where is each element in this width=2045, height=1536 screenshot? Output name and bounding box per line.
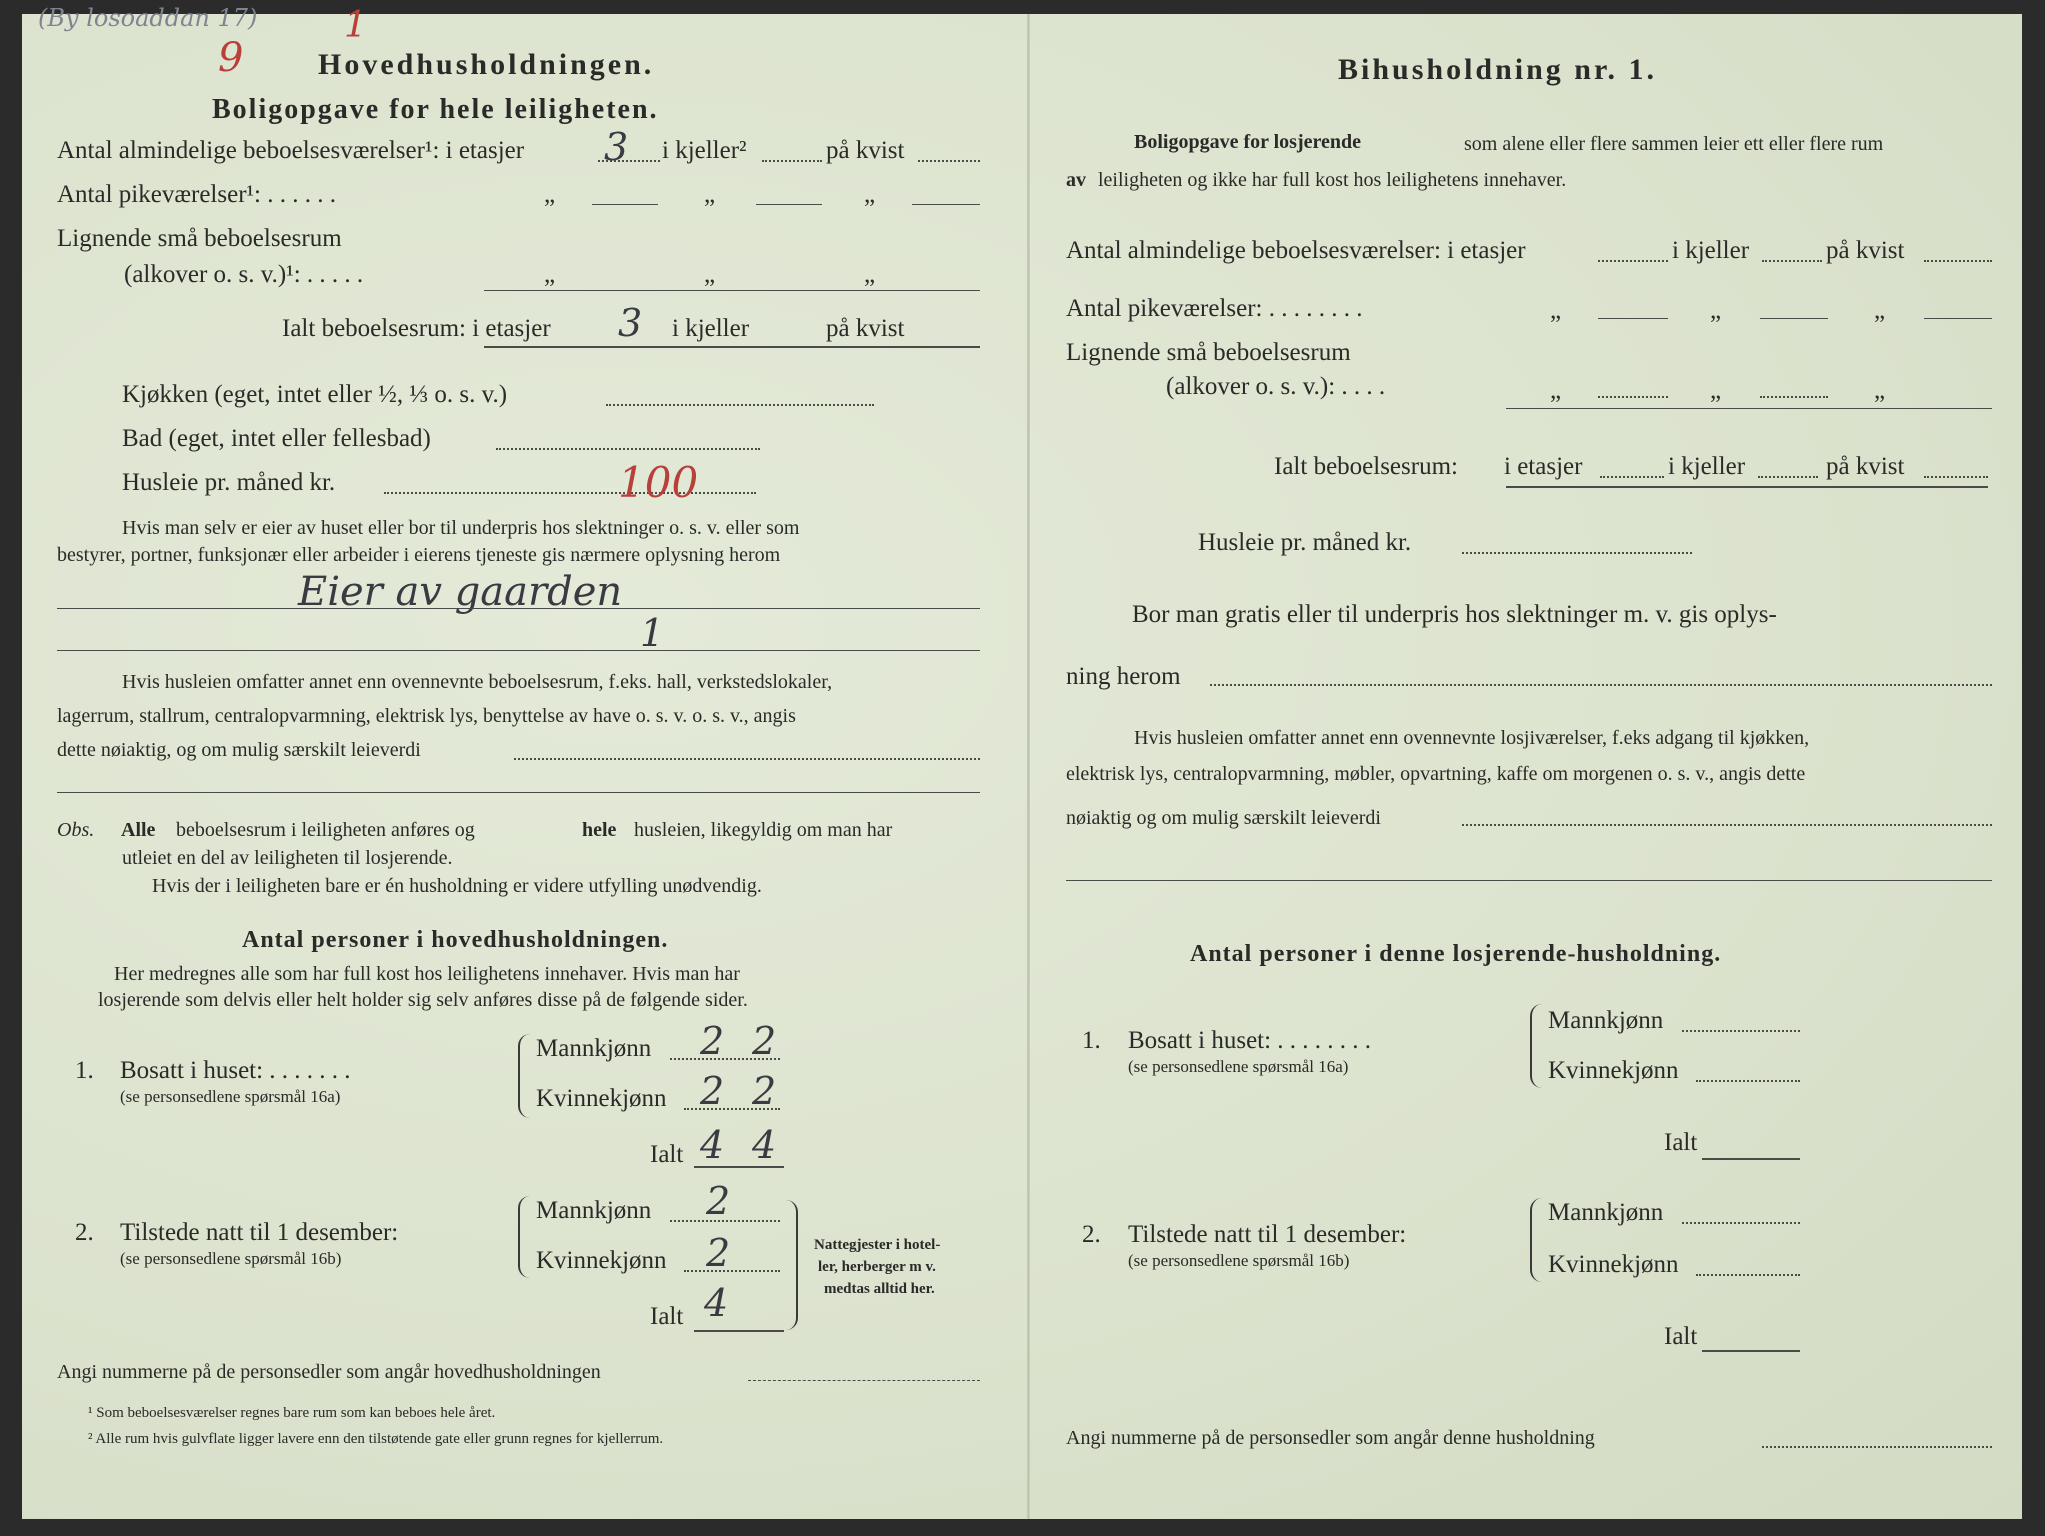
- rooms-etasjer-value: 3: [604, 125, 629, 169]
- persons-text: Her medregnes alle som har full kost hos leilighetens innehaver. Hvis man har: [114, 963, 740, 985]
- r-present-total-line: [1702, 1350, 1800, 1352]
- ditto-mark: „: [1874, 377, 1886, 404]
- guests-note: Nattegjester i hotel-: [814, 1237, 941, 1253]
- r-includes-line: [1462, 824, 1992, 826]
- rent-line: [384, 492, 756, 494]
- total-rooms-line: [484, 346, 980, 348]
- ditto-mark: „: [704, 181, 716, 208]
- includes-line-2: [57, 792, 980, 793]
- residents-male-label: Mannkjønn: [536, 1035, 652, 1062]
- r-total-rooms-line: [1506, 486, 1988, 488]
- r-rent-line: [1462, 552, 1692, 554]
- residents-total-value: 4: [700, 1123, 725, 1167]
- r-free-text: Bor man gratis eller til underpris hos slektninger m. v. gis oplys-: [1132, 601, 1777, 628]
- r-free-line: [1210, 684, 1992, 686]
- r-alcoves-label: (alkover o. s. v.): . . . .: [1166, 373, 1386, 400]
- r-residents-label: Bosatt i huset: . . . . . . . .: [1128, 1027, 1372, 1054]
- red-mark: 1: [344, 5, 367, 46]
- maid-etasjer-line: [592, 204, 658, 205]
- r-present-female-label: Kvinnekjønn: [1548, 1251, 1679, 1278]
- ditto-mark: „: [1550, 377, 1562, 404]
- numbers-line: [748, 1380, 980, 1381]
- rooms-label: Antal almindelige beboelsesværelser¹: i etasjer: [57, 137, 525, 164]
- r-maid-kvist-line: [1924, 318, 1992, 319]
- r-residents-female-label: Kvinnekjønn: [1548, 1057, 1679, 1084]
- kitchen-label: Kjøkken (eget, intet eller ½, ⅓ o. s. v.): [122, 381, 508, 408]
- r-total-kvist-label: på kvist: [1826, 453, 1905, 480]
- lodgers-intro: leiligheten og ikke har full kost hos leilighetens innehaver.: [1098, 169, 1567, 191]
- r-rooms-kvist-line: [1924, 260, 1992, 262]
- page-number: 9: [218, 35, 244, 81]
- includes-text: Hvis husleien omfatter annet enn ovennevnte beboelsesrum, f.eks. hall, verkstedslokaler,: [122, 671, 833, 693]
- r-free-text: ning herom: [1066, 663, 1181, 690]
- persons-title: Antal personer i hovedhusholdningen.: [242, 927, 669, 953]
- present-number: 2.: [75, 1219, 94, 1246]
- maid-kvist-line: [912, 204, 980, 205]
- r-residents-total-line: [1702, 1158, 1800, 1160]
- r-total-rooms-label: Ialt beboelsesrum:: [1274, 453, 1458, 480]
- bath-label: Bad (eget, intet eller fellesbad): [122, 425, 431, 452]
- r-total-etasjer-line: [1600, 476, 1664, 478]
- r-present-label: Tilstede natt til 1 desember:: [1128, 1221, 1407, 1248]
- total-etasjer-value: 3: [618, 301, 643, 345]
- obs-label: Obs.: [57, 819, 95, 841]
- left-title: Hovedhusholdningen.: [318, 48, 655, 81]
- rooms-kjeller-label: i kjeller²: [662, 137, 747, 164]
- ditto-mark: „: [864, 181, 876, 208]
- footnote-1: ¹ Som beboelsesværelser regnes bare rum som kan beboes hele året.: [88, 1405, 496, 1421]
- r-rooms-kjeller-line: [1762, 260, 1822, 262]
- present-label: Tilstede natt til 1 desember:: [120, 1219, 399, 1246]
- r-alcoves-etasjer-line: [1598, 396, 1668, 398]
- lodgers-intro: som alene eller flere sammen leier ett eller flere rum: [1464, 133, 1884, 155]
- present-total-line: [694, 1330, 784, 1332]
- r-residents-female-line: [1696, 1080, 1800, 1082]
- r-present-note: (se personsedlene spørsmål 16b): [1128, 1251, 1350, 1270]
- present-right-brace: [782, 1200, 798, 1330]
- r-present-male-label: Mannkjønn: [1548, 1199, 1664, 1226]
- footnote-2: ² Alle rum hvis gulvflate ligger lavere enn den tilstøtende gate eller grunn regnes for kjellerrum.: [88, 1431, 664, 1447]
- obs-text: beboelsesrum i leiligheten anføres og: [176, 819, 475, 841]
- r-present-brace: [1530, 1198, 1546, 1282]
- r-residents-male-label: Mannkjønn: [1548, 1007, 1664, 1034]
- r-maid-kjeller-line: [1760, 318, 1828, 319]
- ditto-mark: „: [1710, 377, 1722, 404]
- r-persons-title: Antal personer i denne losjerende-husholdning.: [1190, 941, 1722, 967]
- residents-male-value-2: 2: [752, 1019, 777, 1063]
- residents-brace: [518, 1034, 534, 1118]
- present-female-line: [684, 1270, 780, 1272]
- owner-mark: 1: [640, 611, 665, 655]
- obs-text: husleien, likegyldig om man har: [634, 819, 893, 841]
- r-present-female-line: [1696, 1274, 1800, 1276]
- owner-line: [57, 608, 980, 609]
- obs-bold: hele: [582, 819, 617, 841]
- rooms-kvist-line: [918, 160, 980, 162]
- r-alcoves-kjeller-line: [1760, 396, 1828, 398]
- residents-label: Bosatt i huset: . . . . . . .: [120, 1057, 351, 1084]
- obs-text: Hvis der i leiligheten bare er én husholdning er videre utfylling unødvendig.: [152, 875, 762, 897]
- present-female-label: Kvinnekjønn: [536, 1247, 667, 1274]
- margin-note: (By losoaddan 17): [38, 4, 258, 32]
- r-alcoves-line: [1506, 408, 1992, 409]
- rent-label: Husleie pr. måned kr.: [122, 469, 336, 496]
- ditto-mark: „: [704, 261, 716, 288]
- residents-note: (se personsedlene spørsmål 16a): [120, 1087, 341, 1106]
- r-residents-male-line: [1682, 1030, 1800, 1032]
- obs-text: utleiet en del av leiligheten til losjerende.: [122, 847, 453, 869]
- r-small-rooms-label: Lignende små beboelsesrum: [1066, 339, 1351, 366]
- includes-text: lagerrum, stallrum, centralopvarmning, elektrisk lys, benyttelse av have o. s. v. o. s. v., angis: [57, 705, 796, 727]
- rooms-kjeller-line: [762, 160, 822, 162]
- r-rent-label: Husleie pr. måned kr.: [1198, 529, 1412, 556]
- page-fold: [1027, 14, 1030, 1519]
- owner-text: bestyrer, portner, funksjonær eller arbeider i eierens tjeneste gis nærmere oplysning herom: [57, 544, 781, 566]
- total-kvist-label: på kvist: [826, 315, 905, 342]
- maid-kjeller-line: [756, 204, 822, 205]
- residents-total-value-2: 4: [752, 1123, 777, 1167]
- ditto-mark: „: [864, 261, 876, 288]
- r-includes-line-2: [1066, 880, 1992, 881]
- total-kjeller-label: i kjeller: [672, 315, 750, 342]
- alcoves-line: [484, 290, 980, 291]
- ditto-mark: „: [1710, 297, 1722, 324]
- guests-note: medtas alltid her.: [824, 1281, 935, 1297]
- maid-rooms-label: Antal pikeværelser¹: . . . . . .: [57, 181, 336, 208]
- left-subtitle: Boligopgave for hele leiligheten.: [212, 94, 659, 125]
- r-total-kvist-line: [1924, 476, 1988, 478]
- present-male-value: 2: [706, 1179, 731, 1223]
- r-present-total-label: Ialt: [1664, 1323, 1698, 1350]
- residents-female-value: 2: [700, 1069, 725, 1113]
- residents-number: 1.: [75, 1057, 94, 1084]
- numbers-label: Angi nummerne på de personsedler som angår hovedhusholdningen: [57, 1361, 601, 1383]
- present-total-label: Ialt: [650, 1303, 684, 1330]
- r-rooms-etasjer-line: [1598, 260, 1668, 262]
- present-note: (se personsedlene spørsmål 16b): [120, 1249, 342, 1268]
- right-title: Bihusholdning nr. 1.: [1338, 53, 1658, 86]
- obs-bold: Alle: [121, 819, 156, 841]
- r-rooms-kvist-label: på kvist: [1826, 237, 1905, 264]
- r-rooms-kjeller-label: i kjeller: [1672, 237, 1750, 264]
- owner-line-2: [57, 650, 980, 651]
- r-residents-brace: [1530, 1004, 1546, 1088]
- r-residents-note: (se personsedlene spørsmål 16a): [1128, 1057, 1349, 1076]
- r-maid-rooms-label: Antal pikeværelser: . . . . . . . .: [1066, 295, 1363, 322]
- present-male-label: Mannkjønn: [536, 1197, 652, 1224]
- rooms-kvist-label: på kvist: [826, 137, 905, 164]
- residents-female-label: Kvinnekjønn: [536, 1085, 667, 1112]
- r-present-male-line: [1682, 1222, 1800, 1224]
- kitchen-line: [606, 404, 874, 406]
- present-total-value: 4: [704, 1281, 729, 1325]
- r-maid-etasjer-line: [1598, 318, 1668, 319]
- r-present-number: 2.: [1082, 1221, 1101, 1248]
- r-total-kjeller-line: [1758, 476, 1818, 478]
- residents-total-label: Ialt: [650, 1141, 684, 1168]
- r-total-kjeller-label: i kjeller: [1668, 453, 1746, 480]
- lodgers-intro-bold: Boligopgave for losjerende: [1134, 131, 1362, 153]
- includes-line: [514, 758, 980, 760]
- ditto-mark: „: [544, 181, 556, 208]
- r-numbers-label: Angi nummerne på de personsedler som angår denne husholdning: [1066, 1427, 1595, 1449]
- r-includes-text: nøiaktig og om mulig særskilt leieverdi: [1066, 807, 1381, 829]
- rent-value: 100: [618, 458, 699, 507]
- owner-answer: Eier av gaarden: [298, 569, 623, 615]
- includes-text: dette nøiaktig, og om mulig særskilt leieverdi: [57, 739, 421, 761]
- owner-text: Hvis man selv er eier av huset eller bor til underpris hos slektninger o. s. v. eller som: [122, 517, 800, 539]
- residents-female-value-2: 2: [752, 1069, 777, 1113]
- present-female-value: 2: [706, 1231, 731, 1275]
- lodgers-intro-bold: av: [1066, 169, 1086, 191]
- residents-male-value: 2: [700, 1019, 725, 1063]
- small-rooms-label: Lignende små beboelsesrum: [57, 225, 342, 252]
- total-rooms-label: Ialt beboelsesrum: i etasjer: [282, 315, 551, 342]
- persons-text: losjerende som delvis eller helt holder sig selv anføres disse på de følgende sider.: [98, 989, 748, 1011]
- ditto-mark: „: [1874, 297, 1886, 324]
- r-residents-number: 1.: [1082, 1027, 1101, 1054]
- present-brace: [518, 1196, 534, 1278]
- ditto-mark: „: [544, 261, 556, 288]
- r-includes-text: Hvis husleien omfatter annet enn ovennevnte losjiværelser, f.eks adgang til kjøkken,: [1134, 727, 1810, 749]
- alcoves-label: (alkover o. s. v.)¹: . . . . .: [124, 261, 364, 288]
- r-rooms-label: Antal almindelige beboelsesværelser: i etasjer: [1066, 237, 1526, 264]
- guests-note: ler, herberger m v.: [818, 1259, 936, 1275]
- bath-line: [496, 448, 760, 450]
- r-total-etasjer-label: i etasjer: [1504, 453, 1583, 480]
- r-includes-text: elektrisk lys, centralopvarmning, møbler, opvartning, kaffe om morgenen o. s. v., angis dette: [1066, 763, 1806, 785]
- ditto-mark: „: [1550, 297, 1562, 324]
- r-residents-total-label: Ialt: [1664, 1129, 1698, 1156]
- r-numbers-line: [1762, 1446, 1992, 1448]
